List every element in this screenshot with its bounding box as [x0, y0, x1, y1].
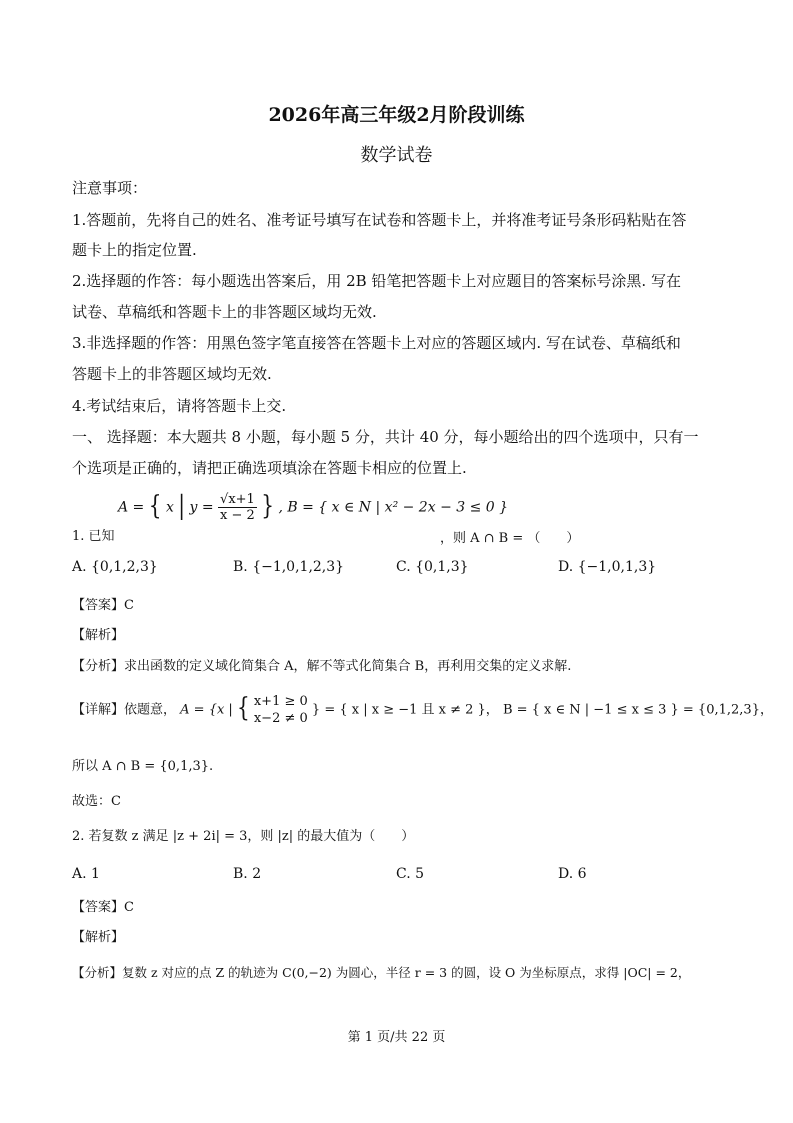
- exam-title: 2026年高三年级2月阶段训练: [268, 104, 525, 126]
- q1-setA-lhs: A =: [118, 499, 149, 516]
- exam-subtitle: 数学试卷: [360, 145, 433, 166]
- q2-fenxi: 【分析】复数 z 对应的点 Z 的轨迹为 C(0,−2) 为圆心，半径 r = 3 的圆，设 O 为坐标原点，求得 |OC| = 2，: [72, 965, 691, 980]
- q1-setB: , B = { x ∈ N | x² − 2x − 3 ≤ 0 }: [278, 499, 509, 516]
- q1-analysis-label: 【解析】: [72, 628, 125, 643]
- q1-detail: [72, 690, 773, 727]
- q1-set-formula: [118, 488, 509, 523]
- q2-analysis-label: 【解析】: [72, 930, 125, 945]
- q1-setA-var: x: [165, 499, 174, 516]
- q1-brace-close: }: [261, 488, 275, 521]
- q1-detail-rest: } = { x | x ≥ −1 且 x ≠ 2 }， B = { x ∈ N | −1 ≤ x ≤ 3 } = {0,1,2,3}，: [311, 702, 773, 718]
- q1-option-c: C. {0,1,3}: [396, 559, 469, 575]
- q1-option-a: A. {0,1,2,3}: [72, 559, 158, 575]
- q1-detail-A: A = {x |: [180, 702, 233, 718]
- note-3-line-1: 3.非选择题的作答：用黑色签字笔直接答在答题卡上对应的答题区域内. 写在试卷、草稿纸和: [72, 334, 681, 352]
- q1-ask: ，则 A ∩ B = （ ）: [440, 531, 580, 546]
- q2-answer: 【答案】C: [72, 900, 134, 915]
- note-4: 4.考试结束后，请将答题卡上交.: [72, 397, 287, 415]
- page-number: 第 1 页/共 22 页: [347, 1030, 446, 1045]
- q1-prefix: 1. 已知: [72, 529, 115, 544]
- notes-heading: 注意事项：: [72, 179, 148, 197]
- q1-detail-prefix: 【详解】依题意，: [72, 702, 177, 718]
- q1-detail-sys-1: x+1 ≥ 0: [253, 694, 308, 709]
- q1-conclusion: 所以 A ∩ B = {0,1,3}.: [72, 759, 214, 774]
- note-2-line-2: 试卷、草稿纸和答题卡上的非答题区域均无效.: [72, 303, 377, 321]
- q1-frac-num: √x+1: [220, 492, 255, 507]
- note-1-line-2: 题卡上的指定位置.: [72, 241, 197, 259]
- q1-fraction: [218, 492, 257, 523]
- q1-setA-cond: y =: [189, 499, 219, 516]
- section-heading-line-2: 个选项是正确的，请把正确选项填涂在答题卡相应的位置上.: [72, 459, 467, 477]
- q1-choose: 故选：C: [72, 794, 121, 809]
- q1-detail-sys-2: x−2 ≠ 0: [253, 711, 308, 726]
- note-2-line-1: 2.选择题的作答：每小题选出答案后，用 2B 铅笔把答题卡上对应题目的答案标号涂黑. 写在: [72, 272, 681, 290]
- q2-stem: 2. 若复数 z 满足 |z + 2i| = 3，则 |z| 的最大值为（ ）: [72, 829, 415, 844]
- q1-fenxi: 【分析】求出函数的定义域化简集合 A，解不等式化简集合 B，再利用交集的定义求解.: [72, 659, 572, 674]
- q2-option-c: C. 5: [396, 866, 425, 882]
- q1-bar: |: [178, 488, 186, 521]
- q1-brace-open: {: [148, 488, 162, 521]
- q1-option-d: D. {−1,0,1,3}: [558, 559, 657, 575]
- q2-option-d: D. 6: [558, 866, 587, 882]
- q1-detail-brace: {: [236, 690, 250, 723]
- q1-option-b: B. {−1,0,1,2,3}: [233, 559, 345, 575]
- section-heading-line-1: 一、 选择题：本大题共 8 小题，每小题 5 分，共计 40 分，每小题给出的四个选项中，只有一: [72, 428, 699, 446]
- note-1-line-1: 1.答题前，先将自己的姓名、准考证号填写在试卷和答题卡上，并将准考证号条形码粘贴在答: [72, 211, 687, 229]
- q2-option-b: B. 2: [233, 866, 262, 882]
- q2-option-a: A. 1: [72, 866, 100, 882]
- note-3-line-2: 答题卡上的非答题区域均无效.: [72, 365, 272, 383]
- q1-detail-system: [254, 693, 308, 727]
- q1-answer: 【答案】C: [72, 598, 134, 613]
- q1-frac-den: x − 2: [220, 508, 255, 523]
